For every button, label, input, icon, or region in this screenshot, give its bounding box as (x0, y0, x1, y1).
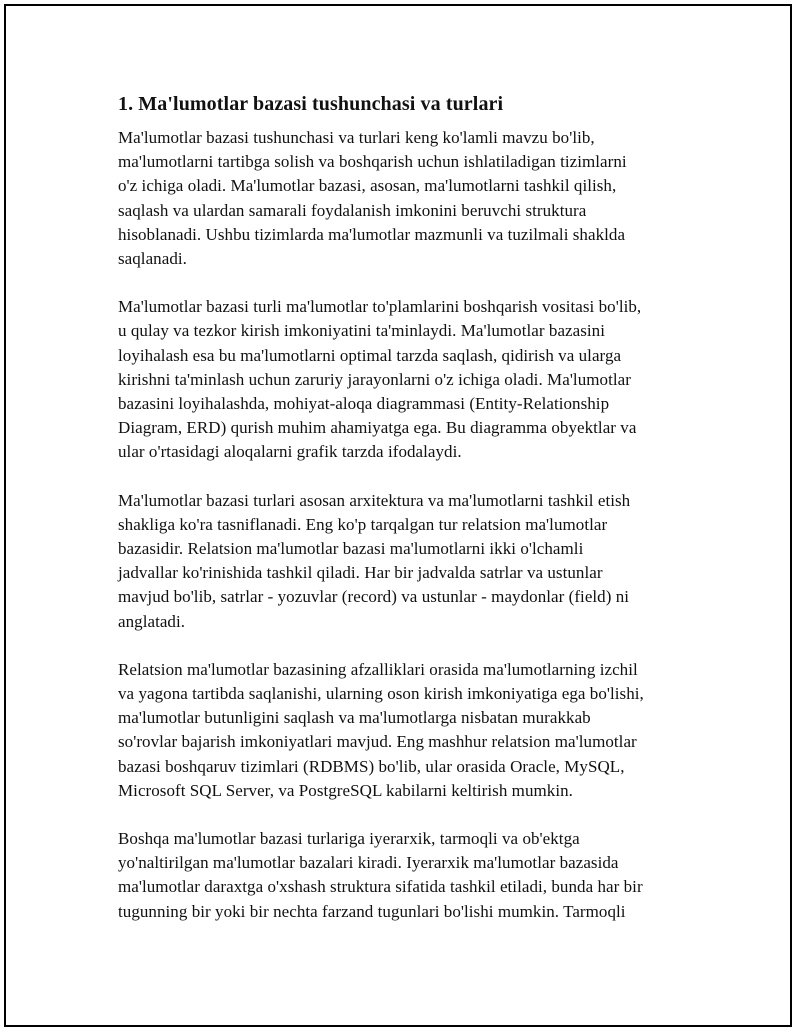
paragraph-5 (118, 827, 698, 924)
text-line: bazasini loyihalashda, mohiyat-aloqa diagrammasi (Entity-Relationship (118, 394, 610, 414)
text-line: Ma'lumotlar bazasi tushunchasi va turlari keng ko'lamli mavzu bo'lib, (118, 128, 595, 147)
text-line: Relatsion ma'lumotlar bazasining afzalliklari orasida ma'lumotlarning izchil (118, 659, 638, 679)
text-line: saqlanadi. (118, 249, 187, 269)
text-line: loyihalash esa bu ma'lumotlarni optimal tarzda saqlash, qidirish va ularga (118, 345, 622, 365)
text-line: Boshqa ma'lumotlar bazasi turlariga iyerarxik, tarmoqli va ob'ektga (118, 829, 580, 849)
text-line: anglatadi. (118, 611, 186, 631)
text-line: o'z ichiga oladi. Ma'lumotlar bazasi, asosan, ma'lumotlarni tashkil qilish, (118, 176, 617, 196)
text-line: bazasi boshqaruv tizimlari (RDBMS) bo'lib, ular orasida Oracle, MySQL, (118, 756, 625, 776)
text-line: Diagram, ERD) qurish muhim ahamiyatga ega. Bu diagramma obyektlar va (118, 418, 637, 438)
text-line: kirishni ta'minlash uchun zaruriy jarayonlarni o'z ichiga oladi. Ma'lumotlar (118, 369, 631, 389)
text-line: Ma'lumotlar bazasi turli ma'lumotlar to'plamlarini boshqarish vositasi bo'lib, (118, 297, 642, 317)
text-line: u qulay va tezkor kirish imkoniyatini ta'minlaydi. Ma'lumotlar bazasini (118, 321, 605, 341)
text-line: yo'naltirilgan ma'lumotlar bazalari kiradi. Iyerarxik ma'lumotlar bazasida (118, 853, 619, 873)
paragraph-3 (118, 489, 698, 634)
text-line: ular o'rtasidagi aloqalarni grafik tarzda ifodalaydi. (118, 442, 462, 462)
paragraph-2 (118, 295, 698, 464)
text-line: hisoblanadi. Ushbu tizimlarda ma'lumotlar mazmunli va tuzilmali shaklda (118, 224, 626, 244)
text-line: so'rovlar bajarish imkoniyatlari mavjud. Eng mashhur relatsion ma'lumotlar (118, 732, 637, 752)
paragraph-1 (118, 126, 698, 271)
section-heading: 1. Ma'lumotlar bazasi tushunchasi va turlari (118, 93, 504, 115)
text-line: Ma'lumotlar bazasi turlari asosan arxitektura va ma'lumotlarni tashkil etish (118, 490, 631, 510)
text-line: saqlash va ulardan samarali foydalanish imkonini beruvchi struktura (118, 200, 587, 220)
text-line: bazasidir. Relatsion ma'lumotlar bazasi ma'lumotlarni ikki o'lchamli (118, 539, 584, 559)
text-line: mavjud bo'lib, satrlar - yozuvlar (record) va ustunlar - maydonlar (field) ni (118, 587, 630, 607)
text-line: shakliga ko'ra tasniflanadi. Eng ko'p tarqalgan tur relatsion ma'lumotlar (118, 514, 608, 534)
paragraph-4 (118, 658, 698, 803)
text-line: Microsoft SQL Server, va PostgreSQL kabilarni keltirish mumkin. (118, 780, 573, 800)
document-body (118, 90, 698, 948)
text-line: ma'lumotlarni tartibga solish va boshqarish uchun ishlatiladigan tizimlarni (118, 152, 627, 172)
text-line: jadvallar ko'rinishida tashkil qiladi. Har bir jadvalda satrlar va ustunlar (118, 563, 603, 583)
text-line: ma'lumotlar butunligini saqlash va ma'lumotlarga nisbatan murakkab (118, 708, 591, 728)
text-line: ma'lumotlar daraxtga o'xshash struktura sifatida tashkil etiladi, bunda har bir (118, 877, 643, 897)
text-line: va yagona tartibda saqlanishi, ularning oson kirish imkoniyatiga ega bo'lishi, (118, 684, 644, 704)
text-line: tugunning bir yoki bir nechta farzand tugunlari bo'lishi mumkin. Tarmoqli (118, 901, 626, 921)
